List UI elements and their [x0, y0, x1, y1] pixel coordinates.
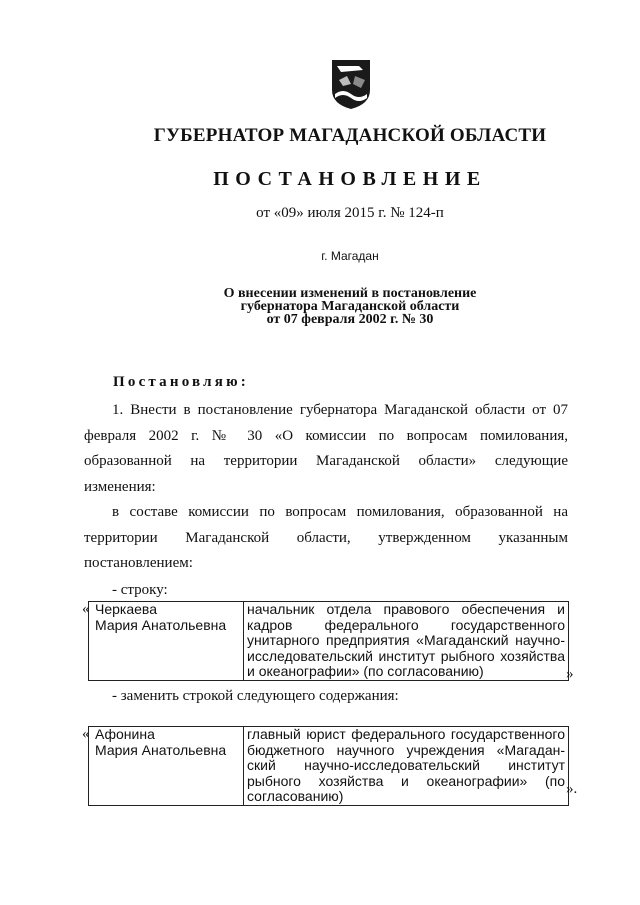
member-position-cell	[244, 727, 569, 806]
resolve-heading: Постановляю:	[113, 374, 249, 390]
open-quote: «	[82, 726, 90, 742]
position-line: и океанографии» (по согласованию)	[247, 663, 484, 679]
line-replace-label: - заменить строкой следующего содержания:	[112, 688, 399, 704]
document-city: г. Магадан	[321, 249, 379, 263]
member-name-cell	[89, 727, 244, 806]
paragraph-1: 1. Внести в постановление губернатора Магаданской области от 07 февраля 2002 г. № 30 «О комиссии по вопросам помилования, образованной на территории Магаданской области» следующие изменения:	[84, 402, 568, 495]
position-line: согласованию)	[247, 788, 344, 804]
subject-line: от 07 февраля 2002 г. № 30	[266, 312, 434, 327]
issuing-authority: ГУБЕРНАТОР МАГАДАНСКОЙ ОБЛАСТИ	[153, 125, 547, 146]
position-line: унитарного предприятия «Магаданский научно-	[247, 632, 565, 648]
paragraph-2: в составе комиссии по вопросам помилования, образованной на территории Магаданской области, утвержденном указанным постановлением:	[84, 504, 568, 571]
close-quote: »	[566, 666, 574, 682]
position-line: начальник отдела правового обеспечения и	[247, 601, 565, 617]
document-type: ПОСТАНОВЛЕНИЕ	[213, 168, 487, 190]
member-position-cell	[244, 602, 569, 681]
position-line: главный юрист федерального государственного	[247, 726, 565, 742]
position-line: бюджетного научного учреждения «Магадан-	[247, 741, 565, 758]
subject-line: губернатора Магаданской области	[240, 299, 460, 314]
close-quote-final: ».	[566, 781, 578, 797]
table-row	[89, 727, 569, 806]
subject-line: О внесении изменений в постановление	[223, 286, 477, 301]
member-given-names: Мария Анатольевна	[95, 741, 227, 758]
position-line: ский научно-исследовательский институт	[247, 757, 565, 773]
member-surname: Афонина	[95, 726, 155, 742]
table-row	[89, 602, 569, 681]
new-member-table	[88, 726, 569, 806]
member-given-names: Мария Анатольевна	[95, 616, 227, 633]
member-name-cell	[89, 602, 244, 681]
open-quote: «	[82, 601, 90, 617]
line-stroke-label: - строку:	[112, 582, 168, 598]
old-member-table	[88, 601, 569, 681]
position-line: кадров федерального государственного	[247, 616, 565, 633]
coat-of-arms-icon	[329, 58, 373, 110]
position-line: исследовательский институт рыбного хозяйства	[247, 647, 565, 664]
document-date-number: от «09» июля 2015 г. № 124-п	[256, 205, 444, 221]
document-subject	[0, 287, 640, 326]
position-line: рыбного хозяйства и океанографии» (по	[247, 772, 565, 789]
member-surname: Черкаева	[95, 601, 157, 617]
